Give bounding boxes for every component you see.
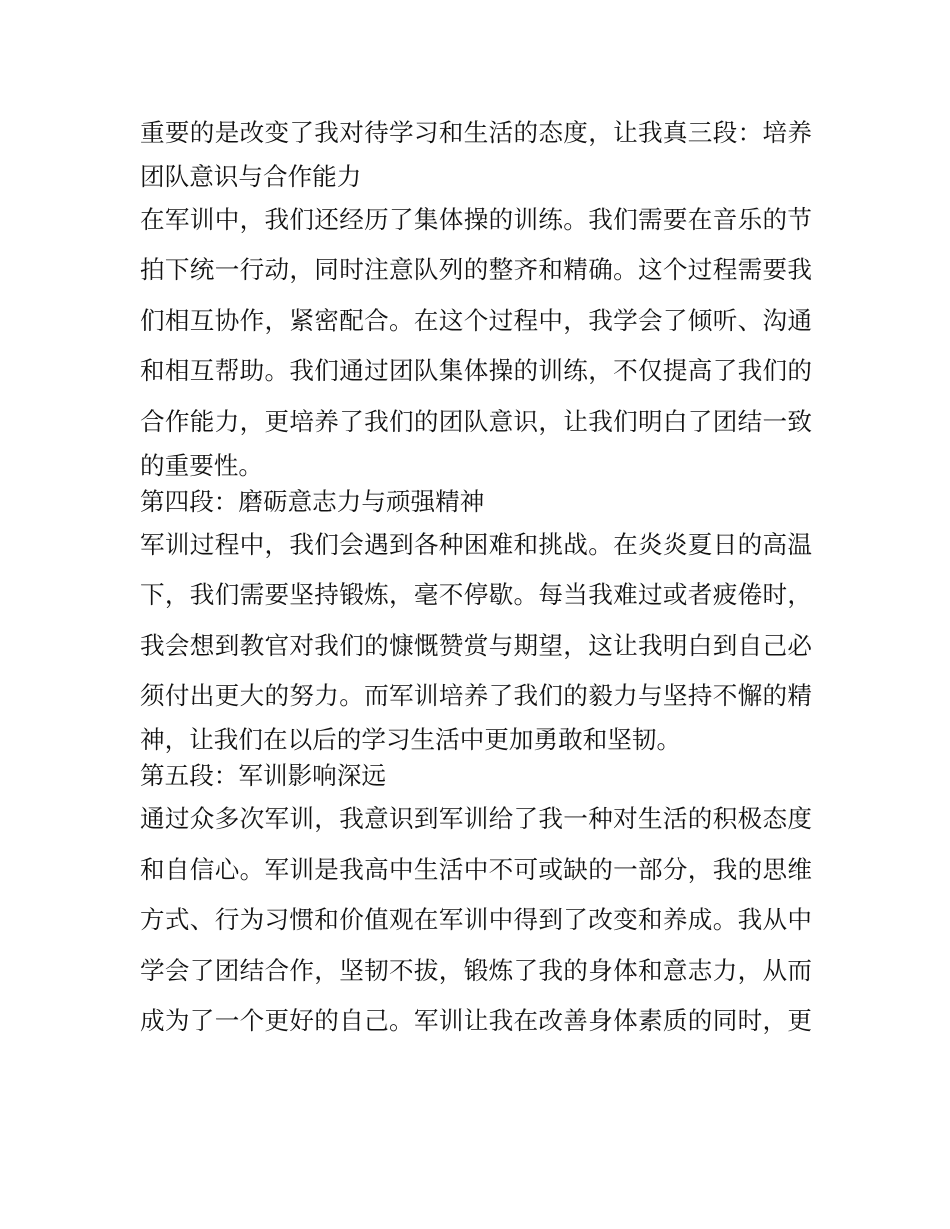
text-line: 拍下统一行动，同时注意队列的整齐和精确。这个过程需要我 [140,255,812,285]
text-line: 和自信心。军训是我高中生活中不可或缺的一部分，我的思维 [140,854,812,884]
text-line: 下，我们需要坚持锻炼，毫不停歇。每当我难过或者疲倦时， [140,580,812,610]
text-line: 通过众多次军训，我意识到军训给了我一种对生活的积极态度 [140,803,812,833]
section-heading: 第四段：磨砺意志力与顽强精神 [140,486,485,516]
text-line: 重要的是改变了我对待学习和生活的态度，让我真三段：培养 [140,118,812,147]
text-line: 成为了一个更好的自己。军训让我在改善身体素质的同时，更 [140,1006,812,1036]
text-line: 我会想到教官对我们的慷慨赞赏与期望，这让我明白到自己必 [140,630,812,660]
document-body [140,108,812,1047]
text-line: 学会了团结合作，坚韧不拔，锻炼了我的身体和意志力，从而 [140,955,812,985]
text-line: 军训过程中，我们会遇到各种困难和挑战。在炎炎夏日的高温 [140,529,812,559]
text-line: 们相互协作，紧密配合。在这个过程中，我学会了倾听、沟通 [140,305,812,335]
text-line: 在军训中，我们还经历了集体操的训练。我们需要在音乐的节 [140,204,812,234]
text-line: 和相互帮助。我们通过团队集体操的训练，不仅提高了我们的 [140,356,812,386]
text-line: 团队意识与合作能力 [140,161,362,191]
text-line: 合作能力，更培养了我们的团队意识，让我们明白了团结一致 [140,406,812,436]
text-line: 的重要性。 [140,450,263,480]
text-line: 神，让我们在以后的学习生活中更加勇敢和坚韧。 [140,724,682,754]
section-heading: 第五段：军训影响深远 [140,760,386,790]
text-line: 须付出更大的努力。而军训培养了我们的毅力与坚持不懈的精 [140,681,812,711]
text-line: 方式、行为习惯和价值观在军训中得到了改变和养成。我从中 [140,905,812,935]
